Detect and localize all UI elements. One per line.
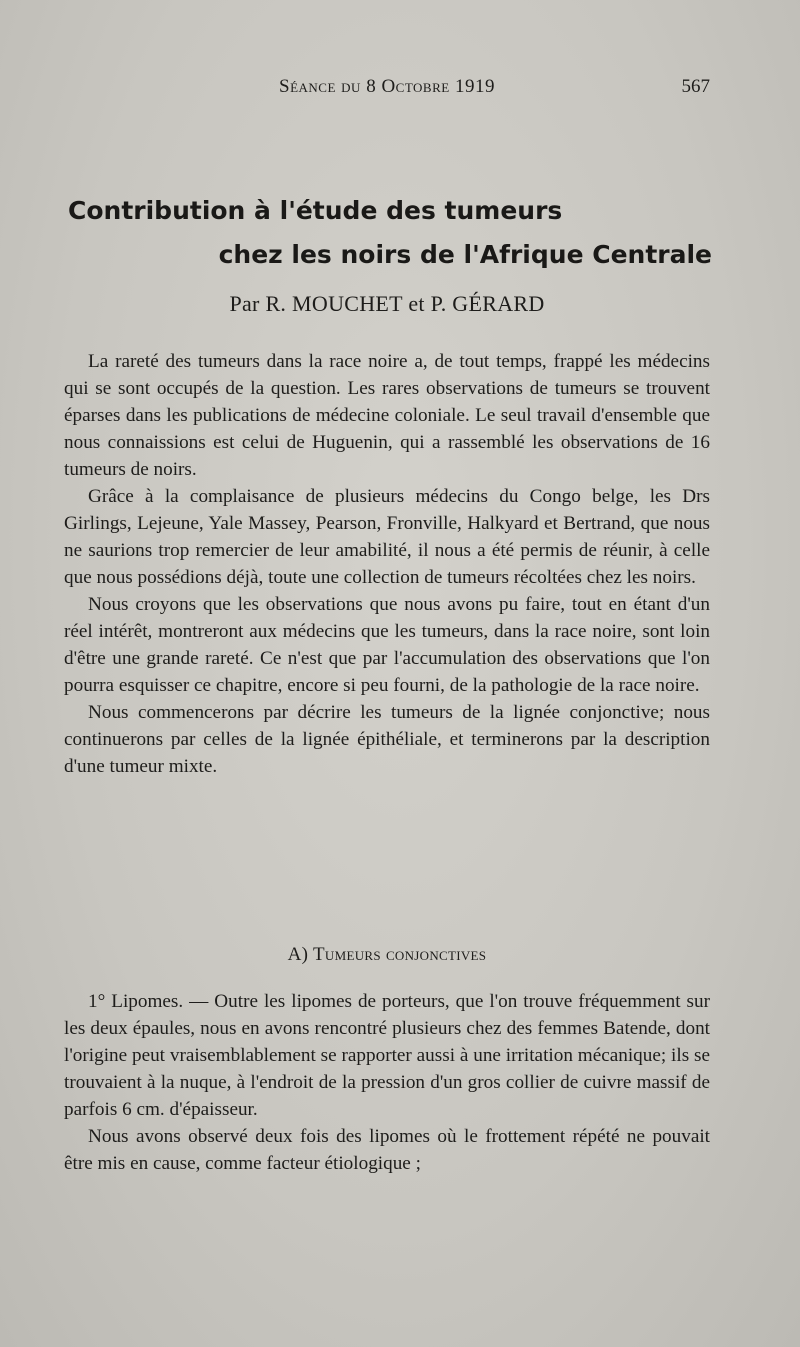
- paragraph-3: Nous croyons que les observations que nous avons pu faire, tout en étant d'un réel intérêt, montreront aux médecins que les tumeurs, dans la race noire, sont loin d'être une grande rareté. Ce n'est que par l'accumulation des observations que l'on pourra esquisser ce chapitre, encore si peu fourni, de la pathologie de la race noire.: [64, 594, 710, 696]
- page-number: 567: [681, 76, 710, 97]
- paragraph-1: La rareté des tumeurs dans la race noire a, de tout temps, frappé les médecins qui se sont occupés de la question. Les rares observations de tumeurs se trouvent éparses dans les publications de médecine coloniale. Le seul travail d'ensemble que nous connaissions est celui de Huguenin, qui a rassemblé les observations de 16 tumeurs de noirs.: [64, 351, 710, 480]
- running-title: Séance du 8 Octobre 1919: [279, 76, 495, 97]
- paragraph-4: Nous commencerons par décrire les tumeurs de la lignée conjonctive; nous continuerons par celles de la lignée épithéliale, et terminerons par la description d'une tumeur mixte.: [64, 702, 710, 777]
- article-byline: Par R. MOUCHET et P. GÉRARD: [229, 291, 545, 316]
- paragraph-6: Nous avons observé deux fois des lipomes où le frottement répété ne pouvait être mis en cause, comme facteur étiologique ;: [64, 1126, 710, 1174]
- section-body: [64, 988, 710, 1177]
- running-header: [64, 76, 710, 106]
- article-title-line-2: chez les noirs de l'Afrique Centrale: [218, 240, 712, 269]
- paragraph-5: 1° Lipomes. — Outre les lipomes de porteurs, que l'on trouve fréquemment sur les deux épaules, nous en avons rencontré plusieurs chez des femmes Batende, dont l'origine peut vraisemblablement se rapporter aussi à une irritation mécanique; ils se trouvaient à la nuque, à l'endroit de la pression d'un gros collier de cuivre massif de parfois 6 cm. d'épaisseur.: [64, 991, 710, 1120]
- article-body: [64, 348, 710, 780]
- paragraph-2: Grâce à la complaisance de plusieurs médecins du Congo belge, les Drs Girlings, Lejeune, Yale Massey, Pearson, Fronville, Halkyard et Bertrand, que nous ne saurions trop remercier de leur amabilité, il nous a été permis de réunir, à celle que nous possédions déjà, toute une collection de tumeurs récoltées chez les noirs.: [64, 486, 710, 588]
- article-title-line-1: Contribution à l'étude des tumeurs: [68, 196, 563, 225]
- section-heading: A) Tumeurs conjonctives: [287, 944, 487, 965]
